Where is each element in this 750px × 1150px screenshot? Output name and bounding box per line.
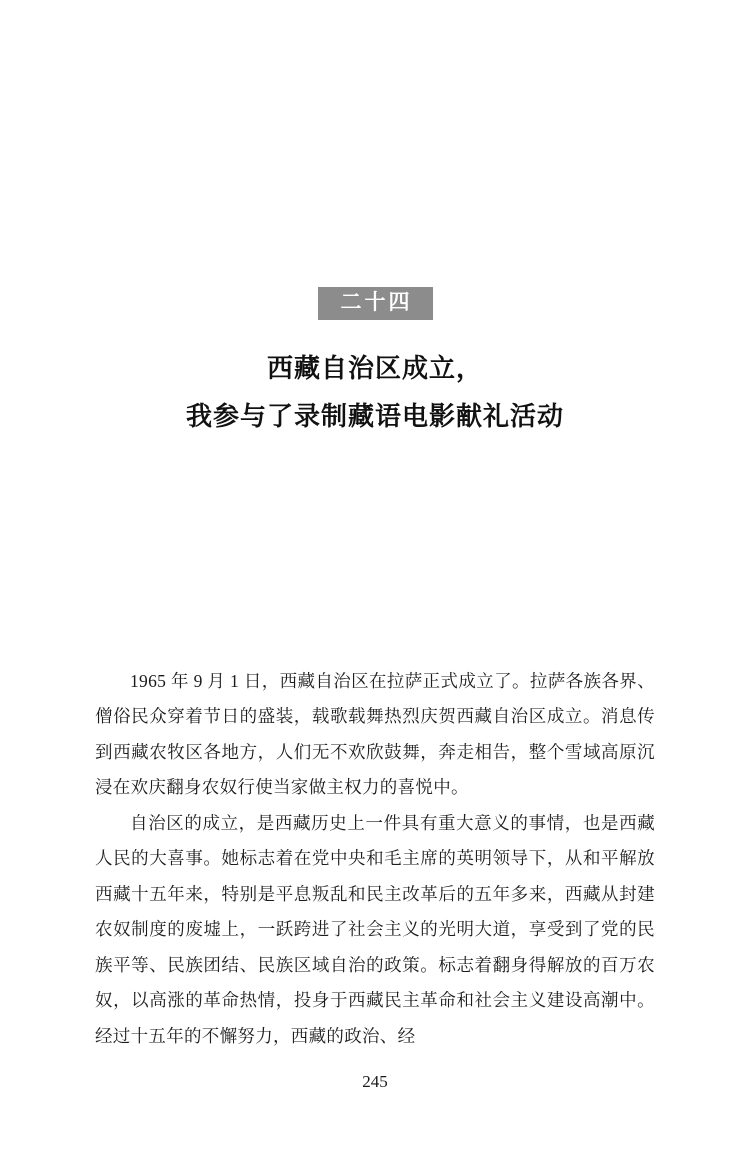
page-title [186,345,564,441]
body-text [95,664,655,1055]
paragraph: 自治区的成立，是西藏历史上一件具有重大意义的事情，也是西藏人民的大喜事。她标志着在党中央和毛主席的英明领导下，从和平解放西藏十五年来，特别是平息叛乱和民主改革后的五年多来，西藏从封建农奴制度的废墟上，一跃跨进了社会主义的光明大道，享受到了党的民族平等、民族团结、民族区域自治的政策。标志着翻身得解放的百万农奴，以高涨的革命热情，投身于西藏民主革命和社会主义建设高潮中。经过十五年的不懈努力，西藏的政治、经 [95,812,655,1046]
page-number: 245 [362,1072,388,1091]
chapter-header [0,287,750,459]
chapter-title-line-1: 西藏自治区成立， [266,354,483,383]
paragraph: 1965 年 9 月 1 日，西藏自治区在拉萨正式成立了。拉萨各族各界、僧俗民众穿着节日的盛装，载歌载舞热烈庆贺西藏自治区成立。消息传到西藏农牧区各地方，人们无不欢欣鼓舞，奔走相告，整个雪域高原沉浸在欢庆翻身农奴行使当家做主权力的喜悦中。 [95,670,655,798]
chapter-number-badge: 二十四 [318,287,433,320]
chapter-title-line-2: 我参与了录制藏语电影献礼活动 [185,402,564,432]
